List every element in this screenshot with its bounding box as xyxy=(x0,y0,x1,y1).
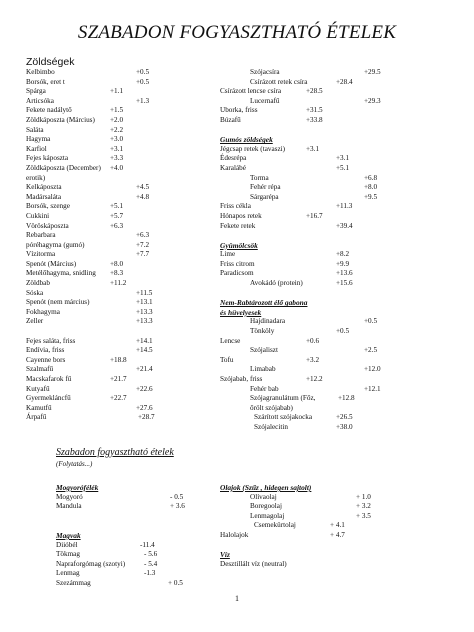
food-value: +13.6 xyxy=(336,269,353,278)
food-value: +26.5 xyxy=(336,413,353,422)
food-value: +13.1 xyxy=(136,298,153,307)
food-row xyxy=(26,346,216,356)
food-value: - 5.4 xyxy=(144,559,158,568)
food-name: Szójalecitin xyxy=(254,422,288,431)
food-name: Búzafű xyxy=(220,115,241,124)
food-name: Spenót (nem március) xyxy=(26,298,90,307)
section-heading-vegetables: Zöldségek xyxy=(26,56,75,68)
food-name: Szalmafű xyxy=(26,365,54,374)
food-name: Olívaolaj xyxy=(250,492,277,501)
food-value: +8.3 xyxy=(110,269,124,278)
food-value: +3.1 xyxy=(306,144,320,153)
food-row xyxy=(220,317,440,327)
food-name: Lime xyxy=(220,250,236,259)
food-value: +28.5 xyxy=(306,87,323,96)
food-value: +22.7 xyxy=(110,394,127,403)
food-value: +18.8 xyxy=(110,355,127,364)
food-value: +9.5 xyxy=(364,192,378,201)
food-row xyxy=(26,413,216,423)
food-value: +12.8 xyxy=(338,394,355,403)
food-value: +29.3 xyxy=(364,96,381,105)
food-row xyxy=(220,116,440,126)
food-row xyxy=(26,154,216,164)
food-row xyxy=(220,87,440,97)
food-value: - 0.5 xyxy=(170,492,184,501)
section-heading: Gumós zöldségek xyxy=(220,135,273,145)
food-name: Borsók, eret t xyxy=(26,77,65,86)
food-row xyxy=(220,68,440,78)
food-value: +8.2 xyxy=(336,250,350,259)
food-row xyxy=(26,356,216,366)
food-row xyxy=(26,97,216,107)
food-value: +3.3 xyxy=(110,154,124,163)
bottom-right-column xyxy=(220,483,440,569)
food-value: +0.5 xyxy=(364,317,378,326)
food-name: Halolajok xyxy=(220,530,249,539)
food-name: Fehér bab xyxy=(250,384,279,393)
food-row xyxy=(26,404,216,414)
food-row xyxy=(26,145,216,155)
page-number: 1 xyxy=(235,594,239,603)
food-value: +3.1 xyxy=(110,144,124,153)
food-name: Gyermekláncfű xyxy=(26,394,71,403)
food-value: +15.6 xyxy=(336,279,353,288)
food-value: +0.5 xyxy=(336,327,350,336)
food-value: +22.6 xyxy=(136,384,153,393)
food-row xyxy=(220,337,440,347)
spacer xyxy=(220,231,440,241)
food-name: Fehér répa xyxy=(250,183,281,192)
food-row xyxy=(26,308,216,318)
food-name: Tofu xyxy=(220,355,234,364)
food-row xyxy=(220,269,440,279)
food-row xyxy=(220,423,440,433)
food-value: + 3.5 xyxy=(356,511,371,520)
food-name: Fekete retek xyxy=(220,221,256,230)
food-value: + 3.6 xyxy=(170,502,185,511)
food-name: Rebarbara xyxy=(26,231,56,240)
food-row xyxy=(220,394,440,404)
food-row xyxy=(26,241,216,251)
section-heading: Gyümölcsök xyxy=(220,240,258,250)
section-heading: Víz xyxy=(220,550,230,560)
food-row xyxy=(56,569,216,579)
food-row xyxy=(220,78,440,88)
subsection-title: Szabadon fogyasztható ételek xyxy=(56,447,174,458)
food-name: Lenmag xyxy=(56,569,80,578)
food-name: Desztillált víz (neutral) xyxy=(220,559,287,568)
food-name: Uborka, friss xyxy=(220,106,258,115)
food-name: Szójabab, friss xyxy=(220,375,263,383)
food-value: +12.1 xyxy=(364,384,381,393)
food-name: őrölt szójabab) xyxy=(250,403,293,412)
food-row xyxy=(56,493,216,503)
food-row xyxy=(56,579,216,589)
food-value: +21.4 xyxy=(136,365,153,374)
food-row xyxy=(26,231,216,241)
food-row xyxy=(220,145,440,155)
food-name: Spenót (Március) xyxy=(26,259,77,268)
food-name: Szójagranulátum (Főz, xyxy=(250,394,316,403)
food-value: +11.3 xyxy=(336,202,353,211)
left-column xyxy=(26,68,216,423)
food-value: +6.8 xyxy=(364,173,378,182)
food-name: Hónapos retek xyxy=(220,211,262,220)
food-value: +38.0 xyxy=(336,422,353,431)
food-value: +4.0 xyxy=(110,163,124,172)
food-name: Csírázott lencse csíra xyxy=(220,87,282,96)
food-value: +6.3 xyxy=(110,221,124,230)
food-row xyxy=(26,68,216,78)
spacer xyxy=(220,289,440,299)
food-row xyxy=(220,356,440,366)
food-value: + 3.2 xyxy=(356,502,371,511)
food-value: +1.5 xyxy=(110,106,124,115)
food-value: + 1.0 xyxy=(356,492,371,501)
spacer xyxy=(220,541,440,551)
section-heading: Magvak xyxy=(56,530,81,540)
food-name: Limabab xyxy=(250,365,276,374)
food-row xyxy=(26,183,216,193)
food-value: +2.2 xyxy=(110,125,124,134)
food-name: Tönköly xyxy=(250,327,275,336)
food-value: +6.3 xyxy=(136,231,150,240)
food-name: Macskafarok fű xyxy=(26,375,72,383)
food-row xyxy=(56,541,216,551)
food-value: +12.0 xyxy=(364,365,381,374)
food-name: Lucernafű xyxy=(250,96,280,105)
food-name: Fokhagyma xyxy=(26,307,60,316)
food-row xyxy=(26,116,216,126)
food-name: Karalábé xyxy=(220,163,246,172)
food-value: +28.4 xyxy=(336,77,353,86)
food-value: +28.7 xyxy=(138,413,155,422)
food-name: Lenmagolaj xyxy=(250,511,285,520)
page-title: SZABADON FOGYASZTHATÓ ÉTELEK xyxy=(77,22,397,43)
food-value: + 0.5 xyxy=(168,578,183,587)
food-value: +4.5 xyxy=(136,183,150,192)
food-name: Sárgarépa xyxy=(250,192,279,201)
food-value: +3.2 xyxy=(306,355,320,364)
food-value: +13.3 xyxy=(136,307,153,316)
food-row xyxy=(220,183,440,193)
food-row xyxy=(220,404,440,414)
food-name: Kelkáposzta xyxy=(26,183,62,192)
food-row xyxy=(220,365,440,375)
food-name: Boregoolaj xyxy=(250,502,282,511)
food-name: Édesrépa xyxy=(220,154,247,163)
food-row xyxy=(220,250,440,260)
food-row xyxy=(26,289,216,299)
food-value: +3.0 xyxy=(110,135,124,144)
food-value: +27.6 xyxy=(136,403,153,412)
food-name: Tökmag xyxy=(56,550,80,559)
food-row xyxy=(26,193,216,203)
food-row xyxy=(220,154,440,164)
food-name: Mandula xyxy=(56,502,82,511)
food-name: Friss cékla xyxy=(220,202,251,211)
food-row xyxy=(220,375,440,385)
food-name: Friss citrom xyxy=(220,259,255,268)
food-value: +9.9 xyxy=(336,259,350,268)
food-row xyxy=(220,174,440,184)
food-row xyxy=(26,135,216,145)
food-row xyxy=(56,502,216,512)
food-name: Cukkini xyxy=(26,211,50,220)
food-value: +3.1 xyxy=(336,154,350,163)
food-name: Saláta xyxy=(26,125,44,134)
food-value: +14.1 xyxy=(136,336,153,345)
food-row xyxy=(26,279,216,289)
food-name: Vöröskáposzta xyxy=(26,221,69,230)
food-row xyxy=(220,106,440,116)
food-value: +5.1 xyxy=(336,163,350,172)
food-row xyxy=(26,126,216,136)
food-name: Diióbél xyxy=(56,540,78,549)
food-row xyxy=(56,560,216,570)
food-row xyxy=(26,365,216,375)
food-row xyxy=(220,260,440,270)
section-heading: Mogyorófélék xyxy=(56,483,99,492)
food-name: Cayenne bors xyxy=(26,355,66,364)
food-row xyxy=(26,394,216,404)
food-name: Mogyoró xyxy=(56,492,83,501)
food-row xyxy=(220,493,440,503)
spacer xyxy=(56,512,216,522)
food-row xyxy=(220,512,440,522)
food-row xyxy=(220,212,440,222)
food-value: +21.7 xyxy=(110,375,127,383)
food-value: +16.7 xyxy=(306,211,323,220)
food-name: Endívia, friss xyxy=(26,346,65,355)
food-value: +11.2 xyxy=(110,279,127,288)
food-value: +12.2 xyxy=(306,375,323,383)
food-name: Spárga xyxy=(26,87,46,96)
section-heading: és hüvelyesek xyxy=(220,307,262,317)
food-value: +31.5 xyxy=(306,106,323,115)
food-row xyxy=(26,260,216,270)
food-row xyxy=(26,317,216,327)
food-value: +4.8 xyxy=(136,192,150,201)
food-value: +39.4 xyxy=(336,221,353,230)
food-row xyxy=(26,250,216,260)
food-name: Torma xyxy=(250,173,269,182)
food-value: -11.4 xyxy=(140,540,155,549)
food-value: +7.2 xyxy=(136,240,150,249)
food-name: Szezámmag xyxy=(56,578,91,587)
food-row xyxy=(220,279,440,289)
food-name: Fekete nadálytő xyxy=(26,106,72,115)
food-name: Karfiol xyxy=(26,144,47,153)
food-row xyxy=(220,97,440,107)
food-name: Jégcsap retek (tavaszi) xyxy=(220,144,286,153)
food-value: +2.0 xyxy=(110,115,124,124)
food-row xyxy=(220,521,440,531)
food-row xyxy=(26,337,216,347)
section-heading: Nem-Rabtározott élő gabona xyxy=(220,298,308,308)
food-name: Zöldkáposzta (December) xyxy=(26,163,101,172)
food-name: Csemekürtolaj xyxy=(254,521,296,530)
spacer xyxy=(220,126,440,136)
food-value: +1.1 xyxy=(110,87,124,96)
food-row xyxy=(26,78,216,88)
food-name: Hajdinadara xyxy=(250,317,286,326)
food-row xyxy=(220,346,440,356)
food-name: Kelbimbo xyxy=(26,68,55,76)
food-value: - 5.6 xyxy=(144,550,158,559)
food-row xyxy=(220,222,440,232)
food-row xyxy=(220,531,440,541)
food-name: Fejes saláta, friss xyxy=(26,336,76,345)
food-name: Vízitorma xyxy=(26,250,56,259)
food-name: Zöldbab xyxy=(26,279,50,288)
food-value: +33.8 xyxy=(306,115,323,124)
food-row xyxy=(220,164,440,174)
food-name: Árpafű xyxy=(26,413,47,422)
food-row xyxy=(26,164,216,174)
food-row xyxy=(26,222,216,232)
food-name: Hagyma xyxy=(26,135,51,144)
food-row xyxy=(26,174,216,184)
food-value: -1.3 xyxy=(144,569,156,578)
food-name: Borsók, szenge xyxy=(26,202,70,211)
food-name: Paradicsom xyxy=(220,269,254,278)
food-value: + 4.1 xyxy=(330,521,345,530)
food-name: Zeller xyxy=(26,317,44,326)
food-value: +5.1 xyxy=(110,202,124,211)
food-name: Metélőhagyma, snidling xyxy=(26,269,96,278)
food-value: +0.5 xyxy=(136,77,150,86)
food-name: Lencse xyxy=(220,336,241,345)
food-value: +2.5 xyxy=(364,346,378,355)
food-name: Zöldkáposzta (Március) xyxy=(26,115,95,124)
food-name: Sóska xyxy=(26,288,44,297)
food-row xyxy=(220,327,440,337)
food-name: Csírázott retek csíra xyxy=(250,77,308,86)
food-row xyxy=(56,550,216,560)
food-value: +5.7 xyxy=(110,211,124,220)
food-row xyxy=(220,502,440,512)
food-value: +7.7 xyxy=(136,250,150,259)
food-name: Avokádó (protein) xyxy=(250,279,303,288)
food-row xyxy=(220,202,440,212)
food-row xyxy=(26,327,216,337)
food-row xyxy=(220,193,440,203)
food-name: Szárított szójakocka xyxy=(254,413,313,422)
food-row xyxy=(26,106,216,116)
food-name: Articsóka xyxy=(26,96,54,105)
food-value: +8.0 xyxy=(364,183,378,192)
food-row xyxy=(26,385,216,395)
spacer xyxy=(56,521,216,531)
bottom-left-column xyxy=(56,483,216,589)
food-name: póréhagyma (gumó) xyxy=(26,240,85,249)
food-row xyxy=(26,212,216,222)
food-row xyxy=(220,413,440,423)
food-value: +0.6 xyxy=(306,336,320,345)
food-value: +13.3 xyxy=(136,317,153,326)
food-row xyxy=(26,375,216,385)
food-value: +14.5 xyxy=(136,346,153,355)
food-name: Kutyafű xyxy=(26,384,50,393)
food-value: +1.3 xyxy=(136,96,150,105)
food-row xyxy=(26,202,216,212)
food-value: +8.0 xyxy=(110,259,124,268)
food-value: + 4.7 xyxy=(330,530,345,539)
food-name: erotik) xyxy=(26,173,46,182)
food-name: Fejes káposzta xyxy=(26,154,69,163)
subsection-note: (Folytatás...) xyxy=(56,460,93,468)
food-name: Szójaliszt xyxy=(250,346,278,355)
food-row xyxy=(26,269,216,279)
food-value: +11.5 xyxy=(136,288,153,297)
food-row xyxy=(26,298,216,308)
food-name: Kamutfű xyxy=(26,403,52,412)
food-row xyxy=(220,385,440,395)
food-value: +29.5 xyxy=(364,68,381,76)
right-column xyxy=(220,68,440,433)
food-name: Szójacsíra xyxy=(250,68,280,76)
food-name: Napraforgómag (szotyi) xyxy=(56,559,126,568)
food-value: +0.5 xyxy=(136,68,150,76)
section-heading: Olajok (Szűz , hidegen sajtolt) xyxy=(220,483,312,492)
food-row xyxy=(26,87,216,97)
food-row xyxy=(220,560,440,570)
food-name: Madársaláta xyxy=(26,192,62,201)
